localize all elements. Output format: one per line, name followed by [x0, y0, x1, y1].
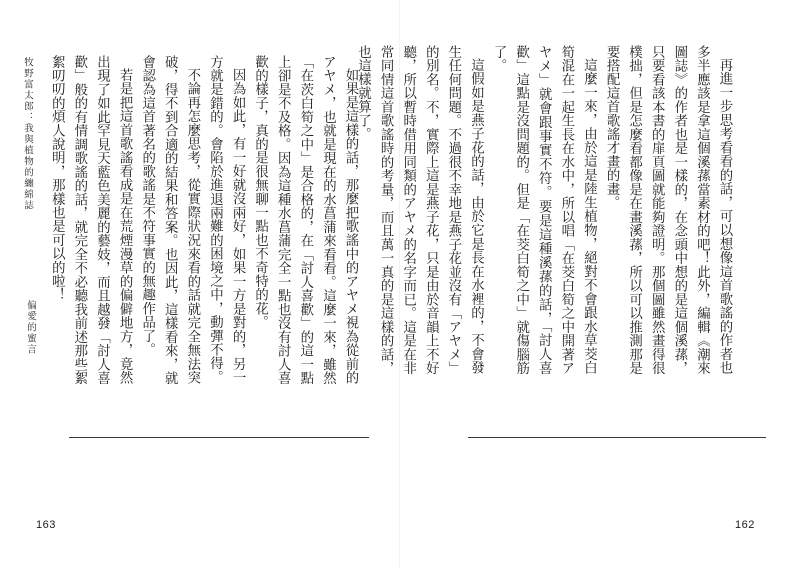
paragraph: 如果是這樣的話，那麼把歌謠中的アヤメ視為從前的アヤメ，也就是現在的水菖蒲來看看。這麼一來，雖然「在茨白筍之中」是合格的，在「討人喜歡」的這一點上卻是不及格。因為這種水菖蒲完全一點也沒有討人喜歡的樣子，真的是很無聊一點也不奇特的花。: [252, 55, 358, 385]
paragraph: 若是把這首歌謠看成是在荒煙漫草的偏僻地方，竟然出現了如此罕見天藍色美麗的藝妓，而且越發「討人喜歡」般的有情調歌謠的話，就完全不必聽我前述那些絮絮叨叨的煩人說明，那樣也是可以的啦！: [49, 55, 133, 385]
paragraph: 這假如是燕子花的話，由於它是長在水裡的，不會發生任何問題。不過很不幸地是燕子花並沒有「アヤメ」的別名。不，實際上這是燕子花，只是由於音韻上不好聽，所以暫時借用同類的アヤメ的名字而已。這是在非常同情這首歌謠時的考量，而且萬一真的是這樣的話，也這樣就算了。: [355, 45, 484, 375]
running-head-title: 偏愛的蜜言: [25, 300, 36, 355]
paragraph: 不論再怎麼思考，從實際狀況來看的話就完全無法突破，得不到合適的結果和答案。也因此，這樣看來，就會認為這首著名的歌謠是不符事實的無趣作品了。: [139, 55, 200, 385]
footer-rule: [69, 437, 369, 438]
running-head-author: 牧野富太郎：我與植物的纏綿誌: [22, 57, 33, 211]
footer-rule: [468, 437, 766, 438]
right-page: [355, 0, 799, 567]
paragraph: 這麼一來，由於這是陸生植物，絕對不會跟水草茭白筍混在一起生長在水中，所以唱「在茭白筍之中開著アヤメ」就會跟事實不符。要是這種溪蓀的話，「討人喜歡」這點是沒問題的。但是「在茭白筍之中」就傷腦筋了。: [491, 45, 597, 375]
page-number: 163: [36, 519, 56, 531]
left-page-body: [49, 55, 361, 385]
page-number: 162: [735, 519, 755, 531]
right-page-body: [355, 45, 735, 375]
left-page: [0, 0, 399, 567]
paragraph: 因為如此，有一好就沒兩好，如果一方是對的，另一方就是錯的。會陷於進退兩難的困境之中，動彈不得。: [207, 55, 246, 385]
paragraph: 再進一步思考看看的話，可以想像這首歌謠的作者也多半應該是拿這個溪蓀當素材的吧！此外，編輯《潮來圖誌》的作者也是一樣的，在念頭中想的是這個溪蓀，只要看該本書的扉頁圖就能夠證明。那個圖雖然畫得很樸拙，但是怎麼看都像是在畫溪蓀，所以可以推測那是要搭配這首歌謠才畫的畫。: [604, 45, 732, 375]
